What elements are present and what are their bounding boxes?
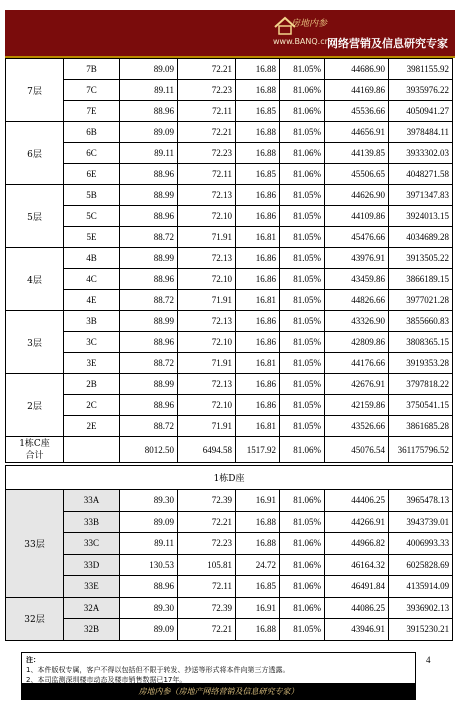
usage-rate: 81.06%: [280, 143, 325, 164]
usable-area: 72.23: [178, 143, 236, 164]
total-price: 3750541.15: [389, 395, 453, 416]
unit-number: 4B: [64, 248, 120, 269]
unit-price: 42676.91: [325, 374, 389, 395]
shared-area: 16.85: [236, 576, 280, 598]
unit-number: 5E: [64, 227, 120, 248]
building-area: 88.96: [120, 101, 178, 122]
table-row: [6, 416, 453, 437]
total-a: 8012.50: [120, 437, 178, 463]
total-price: 3919353.28: [389, 353, 453, 374]
usage-rate: 81.06%: [280, 576, 325, 598]
building-area: 89.09: [120, 511, 178, 533]
unit-price: 44966.82: [325, 533, 389, 555]
building-area: 130.53: [120, 554, 178, 576]
unit-price: 44266.91: [325, 511, 389, 533]
building-area: 88.96: [120, 206, 178, 227]
note-line-2: 2、本司监测深圳楼市动态及楼市销售数据已17年。: [26, 676, 187, 684]
building-area: 88.72: [120, 353, 178, 374]
table-row: [6, 59, 453, 80]
total-price: 3797818.22: [389, 374, 453, 395]
section-title: 1栋D座: [6, 466, 453, 490]
total-price: 3977021.28: [389, 290, 453, 311]
unit-number: 7E: [64, 101, 120, 122]
total-price: 3861685.28: [389, 416, 453, 437]
table-row: [6, 248, 453, 269]
total-price: 4006993.33: [389, 533, 453, 555]
brand-url: www.BANQ.cn: [273, 37, 330, 46]
building-area: 89.30: [120, 597, 178, 619]
total-price: 3965478.13: [389, 490, 453, 512]
floor-label: 2层: [6, 374, 64, 437]
table-row: [6, 554, 453, 576]
unit-number: 6B: [64, 122, 120, 143]
footer-bar: 房地内参（房地产网络营销及信息研究专家）: [21, 684, 416, 700]
shared-area: 16.81: [236, 227, 280, 248]
building-area: 89.09: [120, 122, 178, 143]
usage-rate: 81.05%: [280, 311, 325, 332]
building-c-table: [5, 58, 453, 463]
shared-area: 16.88: [236, 122, 280, 143]
usable-area: 72.39: [178, 490, 236, 512]
shared-area: 16.81: [236, 353, 280, 374]
table-row: [6, 290, 453, 311]
total-price: 4048271.58: [389, 164, 453, 185]
total-price: 6025828.69: [389, 554, 453, 576]
shared-area: 16.86: [236, 248, 280, 269]
unit-price: 44169.86: [325, 80, 389, 101]
usage-rate: 81.05%: [280, 185, 325, 206]
building-area: 88.72: [120, 227, 178, 248]
unit-number: 33D: [64, 554, 120, 576]
usable-area: 72.11: [178, 164, 236, 185]
usage-rate: 81.05%: [280, 332, 325, 353]
usable-area: 72.13: [178, 248, 236, 269]
table-row: [6, 597, 453, 619]
unit-price: 44109.86: [325, 206, 389, 227]
unit-price: 44826.66: [325, 290, 389, 311]
usable-area: 72.10: [178, 206, 236, 227]
building-area: 88.96: [120, 164, 178, 185]
unit-number: 33E: [64, 576, 120, 598]
unit-price: 44139.85: [325, 143, 389, 164]
total-total: 361175796.52: [389, 437, 453, 463]
table-row: [6, 269, 453, 290]
brand-name: 房地内参: [291, 19, 328, 29]
total-price: 3933302.03: [389, 143, 453, 164]
usable-area: 72.13: [178, 185, 236, 206]
table-row: [6, 101, 453, 122]
shared-area: 16.91: [236, 490, 280, 512]
usable-area: 72.21: [178, 511, 236, 533]
building-area: 89.30: [120, 490, 178, 512]
shared-area: 16.88: [236, 511, 280, 533]
usage-rate: 81.05%: [280, 59, 325, 80]
usage-rate: 81.06%: [280, 597, 325, 619]
table-row: [6, 490, 453, 512]
floor-label: 32层: [6, 597, 64, 640]
unit-number: 2E: [64, 416, 120, 437]
total-label-line-2: 合计: [25, 450, 44, 461]
note-label: 注：: [26, 656, 40, 664]
total-price: 3943739.01: [389, 511, 453, 533]
header-title: 网络营销及信息研究专家: [327, 37, 448, 50]
page-number: 4: [426, 655, 431, 665]
unit-number: 32B: [64, 619, 120, 641]
total-price: 3971347.83: [389, 185, 453, 206]
shared-area: 16.81: [236, 416, 280, 437]
table-row: [6, 395, 453, 416]
usage-rate: 81.06%: [280, 164, 325, 185]
table-row: [6, 164, 453, 185]
table-row: [6, 80, 453, 101]
usage-rate: 81.05%: [280, 374, 325, 395]
total-b: 6494.58: [178, 437, 236, 463]
usage-rate: 81.06%: [280, 80, 325, 101]
total-rate: 81.06%: [280, 437, 325, 463]
total-row: [6, 437, 453, 463]
usable-area: 72.21: [178, 122, 236, 143]
shared-area: 16.88: [236, 533, 280, 555]
unit-number: 7B: [64, 59, 120, 80]
building-area: 88.99: [120, 185, 178, 206]
header-banner: [5, 10, 455, 58]
unit-number: 6E: [64, 164, 120, 185]
building-area: 88.96: [120, 332, 178, 353]
building-area: 88.96: [120, 576, 178, 598]
usage-rate: 81.05%: [280, 248, 325, 269]
usable-area: 71.91: [178, 227, 236, 248]
shared-area: 16.86: [236, 269, 280, 290]
shared-area: 16.88: [236, 619, 280, 641]
total-price: 3936902.13: [389, 597, 453, 619]
unit-price: 44406.25: [325, 490, 389, 512]
total-price: 45076.54: [325, 437, 389, 463]
usable-area: 72.21: [178, 59, 236, 80]
shared-area: 16.86: [236, 395, 280, 416]
unit-price: 45476.66: [325, 227, 389, 248]
unit-number: 2B: [64, 374, 120, 395]
floor-label: 33层: [6, 490, 64, 598]
usable-area: 72.39: [178, 597, 236, 619]
building-area: 88.72: [120, 416, 178, 437]
usage-rate: 81.05%: [280, 227, 325, 248]
total-price: 3924013.15: [389, 206, 453, 227]
unit-number: 33C: [64, 533, 120, 555]
note-line-1: 1、本件版权专属，客户不得以包括但不限于转发、抄送等形式将本件向第三方透露。: [26, 666, 290, 674]
total-price: 4034689.28: [389, 227, 453, 248]
shared-area: 16.85: [236, 164, 280, 185]
unit-number: 33B: [64, 511, 120, 533]
usage-rate: 81.06%: [280, 554, 325, 576]
building-area: 89.11: [120, 80, 178, 101]
empty-cell: [64, 437, 120, 463]
usable-area: 72.10: [178, 269, 236, 290]
unit-number: 32A: [64, 597, 120, 619]
usable-area: 72.23: [178, 80, 236, 101]
table-row: [6, 533, 453, 555]
total-label: [6, 437, 64, 463]
total-label-line-1: 1栋C座: [19, 438, 50, 449]
shared-area: 16.85: [236, 101, 280, 122]
building-area: 88.99: [120, 311, 178, 332]
floor-label: 3层: [6, 311, 64, 374]
unit-price: 44656.91: [325, 122, 389, 143]
usage-rate: 81.06%: [280, 490, 325, 512]
usable-area: 71.91: [178, 416, 236, 437]
total-price: 3978484.11: [389, 122, 453, 143]
unit-number: 4E: [64, 290, 120, 311]
usable-area: 72.23: [178, 533, 236, 555]
building-area: 88.96: [120, 269, 178, 290]
table-row: [6, 185, 453, 206]
usable-area: 71.91: [178, 290, 236, 311]
building-area: 89.11: [120, 143, 178, 164]
usage-rate: 81.05%: [280, 206, 325, 227]
usable-area: 72.11: [178, 101, 236, 122]
unit-price: 42159.86: [325, 395, 389, 416]
total-price: 3866189.15: [389, 269, 453, 290]
building-d-table: [5, 465, 453, 641]
usage-rate: 81.05%: [280, 619, 325, 641]
usable-area: 72.10: [178, 395, 236, 416]
unit-price: 44626.90: [325, 185, 389, 206]
unit-number: 2C: [64, 395, 120, 416]
unit-price: 42809.86: [325, 332, 389, 353]
total-price: 3915230.21: [389, 619, 453, 641]
shared-area: 16.88: [236, 143, 280, 164]
unit-price: 44176.66: [325, 353, 389, 374]
table-row: [6, 374, 453, 395]
unit-number: 5C: [64, 206, 120, 227]
building-area: 88.96: [120, 395, 178, 416]
building-area: 88.99: [120, 374, 178, 395]
floor-label: 6层: [6, 122, 64, 185]
shared-area: 16.88: [236, 80, 280, 101]
total-c: 1517.92: [236, 437, 280, 463]
usage-rate: 81.06%: [280, 101, 325, 122]
shared-area: 16.86: [236, 206, 280, 227]
usable-area: 72.21: [178, 619, 236, 641]
unit-number: 4C: [64, 269, 120, 290]
unit-price: 43459.86: [325, 269, 389, 290]
total-price: 3981155.92: [389, 59, 453, 80]
table-row: [6, 511, 453, 533]
usage-rate: 81.05%: [280, 269, 325, 290]
unit-number: 3B: [64, 311, 120, 332]
table-row: [6, 311, 453, 332]
table-row: [6, 332, 453, 353]
usage-rate: 81.05%: [280, 395, 325, 416]
usable-area: 105.81: [178, 554, 236, 576]
shared-area: 16.88: [236, 59, 280, 80]
total-price: 4135914.09: [389, 576, 453, 598]
shared-area: 16.91: [236, 597, 280, 619]
total-price: 3855660.83: [389, 311, 453, 332]
building-area: 89.11: [120, 533, 178, 555]
building-area: 89.09: [120, 59, 178, 80]
unit-number: 3C: [64, 332, 120, 353]
unit-price: 46164.32: [325, 554, 389, 576]
table-row: [6, 206, 453, 227]
total-price: 3935976.22: [389, 80, 453, 101]
usable-area: 72.13: [178, 311, 236, 332]
unit-price: 43946.91: [325, 619, 389, 641]
usable-area: 72.13: [178, 374, 236, 395]
unit-number: 5B: [64, 185, 120, 206]
shared-area: 16.86: [236, 311, 280, 332]
unit-price: 45506.65: [325, 164, 389, 185]
usage-rate: 81.05%: [280, 416, 325, 437]
unit-number: 33A: [64, 490, 120, 512]
unit-price: 43326.90: [325, 311, 389, 332]
floor-label: 4层: [6, 248, 64, 311]
shared-area: 16.86: [236, 185, 280, 206]
shared-area: 16.86: [236, 374, 280, 395]
unit-price: 44686.90: [325, 59, 389, 80]
building-area: 88.72: [120, 290, 178, 311]
table-row: [6, 576, 453, 598]
usable-area: 72.10: [178, 332, 236, 353]
table-row: [6, 619, 453, 641]
copyright-note: [21, 652, 416, 684]
shared-area: 16.81: [236, 290, 280, 311]
usage-rate: 81.05%: [280, 353, 325, 374]
unit-price: 45536.66: [325, 101, 389, 122]
floor-label: 7层: [6, 59, 64, 122]
usage-rate: 81.05%: [280, 290, 325, 311]
usage-rate: 81.05%: [280, 511, 325, 533]
shared-area: 24.72: [236, 554, 280, 576]
total-price: 3808365.15: [389, 332, 453, 353]
total-price: 3913505.22: [389, 248, 453, 269]
table-row: [6, 353, 453, 374]
unit-number: 6C: [64, 143, 120, 164]
table-row: [6, 122, 453, 143]
unit-number: 3E: [64, 353, 120, 374]
building-area: 89.09: [120, 619, 178, 641]
usage-rate: 81.06%: [280, 533, 325, 555]
usage-rate: 81.05%: [280, 122, 325, 143]
usable-area: 72.11: [178, 576, 236, 598]
unit-price: 46491.84: [325, 576, 389, 598]
unit-number: 7C: [64, 80, 120, 101]
unit-price: 43526.66: [325, 416, 389, 437]
table-row: [6, 227, 453, 248]
shared-area: 16.86: [236, 332, 280, 353]
total-price: 4050941.27: [389, 101, 453, 122]
usable-area: 71.91: [178, 353, 236, 374]
building-area: 88.99: [120, 248, 178, 269]
unit-price: 44086.25: [325, 597, 389, 619]
table-row: [6, 143, 453, 164]
unit-price: 43976.91: [325, 248, 389, 269]
section-row: [6, 466, 453, 490]
floor-label: 5层: [6, 185, 64, 248]
